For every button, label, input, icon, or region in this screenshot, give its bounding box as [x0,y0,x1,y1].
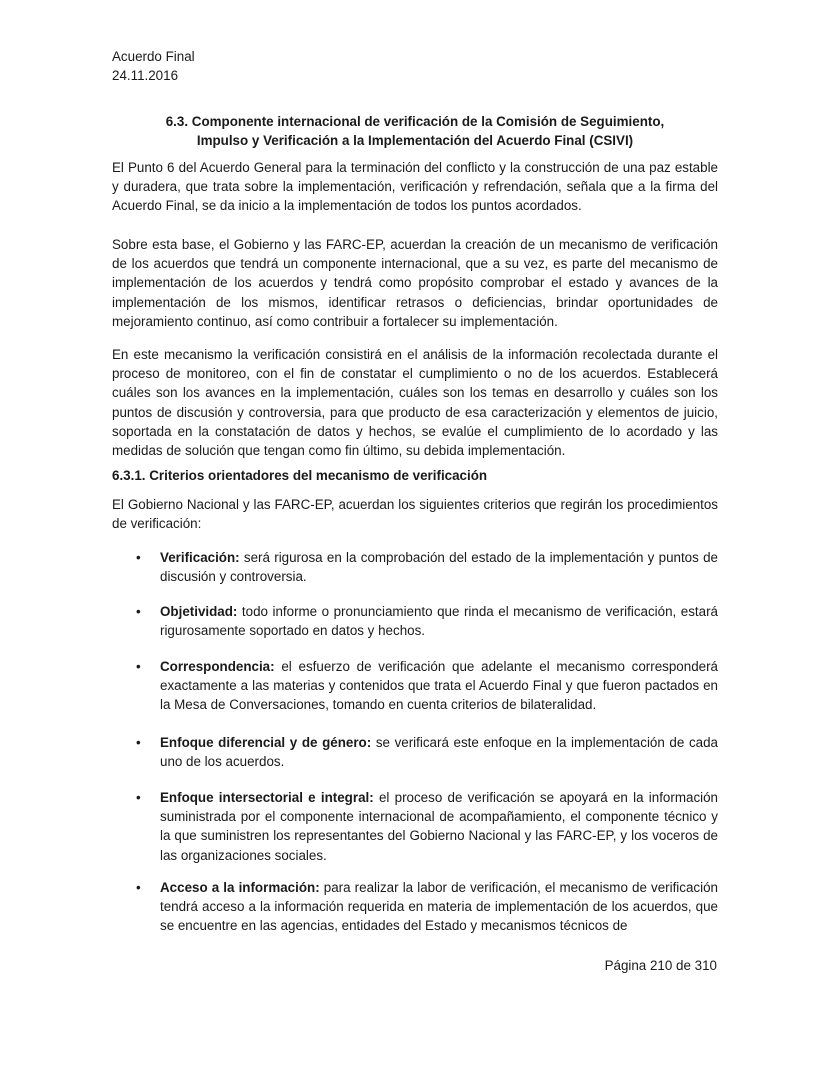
criteria-term: Verificación: [160,550,240,565]
subsection-intro: El Gobierno Nacional y las FARC-EP, acuerdan los siguientes criterios que regirán los procedimientos de verificación: [112,497,718,532]
criteria-term: Correspondencia: [160,659,275,674]
page-number: Página 210 de 310 [604,958,717,973]
criteria-text: para realizar la labor de verificación, el mecanismo de verificación tendrá acceso a la información requerida en materia de implementación de los acuerdos, que se encuentre en las agencias, entidades del Estado y mecanismos técnicos de [160,880,718,934]
bullet-icon: • [136,790,141,805]
criteria-text: será rigurosa en la comprobación del estado de la implementación y puntos de discusión y controversia. [160,550,718,585]
section-title: 6.3. Componente internacional de verificación de la Comisión de Seguimiento, Impulso y Verificación a la Implementación del Acuerdo Final (CSIVI) [165,114,665,149]
bullet-icon: • [136,604,141,619]
criteria-item [136,788,718,865]
criteria-item [136,878,718,936]
criteria-text: se verificará este enfoque en la implementación de cada uno de los acuerdos. [160,735,718,770]
criteria-item [136,548,718,586]
paragraph: El Punto 6 del Acuerdo General para la terminación del conflicto y la construcción de una paz estable y duradera, que trata sobre la implementación, verificación y refrendación, señala que a la firma del Acuerdo Final, se da inicio a la implementación de todos los puntos acordados. [112,160,718,214]
paragraph: Sobre esta base, el Gobierno y las FARC-EP, acuerdan la creación de un mecanismo de verificación de los acuerdos que tendrá un componente internacional, que a su vez, es parte del mecanismo de implementación de los acuerdos y tendrá como propósito comprobar el estado y avances de la implementación de los mismos, identificar retrasos o deficiencias, brindar oportunidades de mejoramiento continuo, así como contribuir a fortalecer su implementación. [112,237,718,329]
criteria-term: Acceso a la información: [160,880,320,895]
criteria-term: Enfoque intersectorial e integral: [160,790,374,805]
bullet-icon: • [136,735,141,750]
bullet-icon: • [136,659,141,674]
page-header [112,47,718,85]
criteria-item [136,733,718,771]
criteria-term: Objetividad: [160,604,238,619]
criteria-item [136,602,718,640]
criteria-item [136,657,718,715]
bullet-icon: • [136,880,141,895]
criteria-text: el esfuerzo de verificación que adelante el mecanismo corresponderá exactamente a las materias y contenidos que trata el Acuerdo Final y que fueron pactados en la Mesa de Conversaciones, tomando en cuenta criterios de bilateralidad. [160,659,718,713]
subsection-title: 6.3.1. Criterios orientadores del mecanismo de verificación [112,468,488,483]
document-date: 24.11.2016 [112,68,179,84]
bullet-icon: • [136,550,141,565]
criteria-text: todo informe o pronunciamiento que rinda el mecanismo de verificación, estará rigurosamente soportado en datos y hechos. [160,604,718,639]
criteria-text: el proceso de verificación se apoyará en la información suministrada por el componente internacional de acompañamiento, el componente técnico y la que suministren los representantes del Gobierno Nacional y las FARC-EP, y los voceros de las organizaciones sociales. [160,790,719,863]
paragraph: En este mecanismo la verificación consistirá en el análisis de la información recolectada durante el proceso de monitoreo, con el fin de constatar el cumplimiento o no de los acuerdos. Establecerá cuáles son los avances en la implementación, cuáles son los temas en desarrollo y cuáles son los puntos de discusión y controversia, para que producto de esa caracterización y elementos de juicio, soportada en la constatación de datos y hechos, se evalúe el cumplimiento de lo acordado y las medidas de solución que tengan como fin último, su debida implementación. [112,347,718,459]
criteria-term: Enfoque diferencial y de género: [160,735,372,750]
document-title: Acuerdo Final [112,49,195,64]
